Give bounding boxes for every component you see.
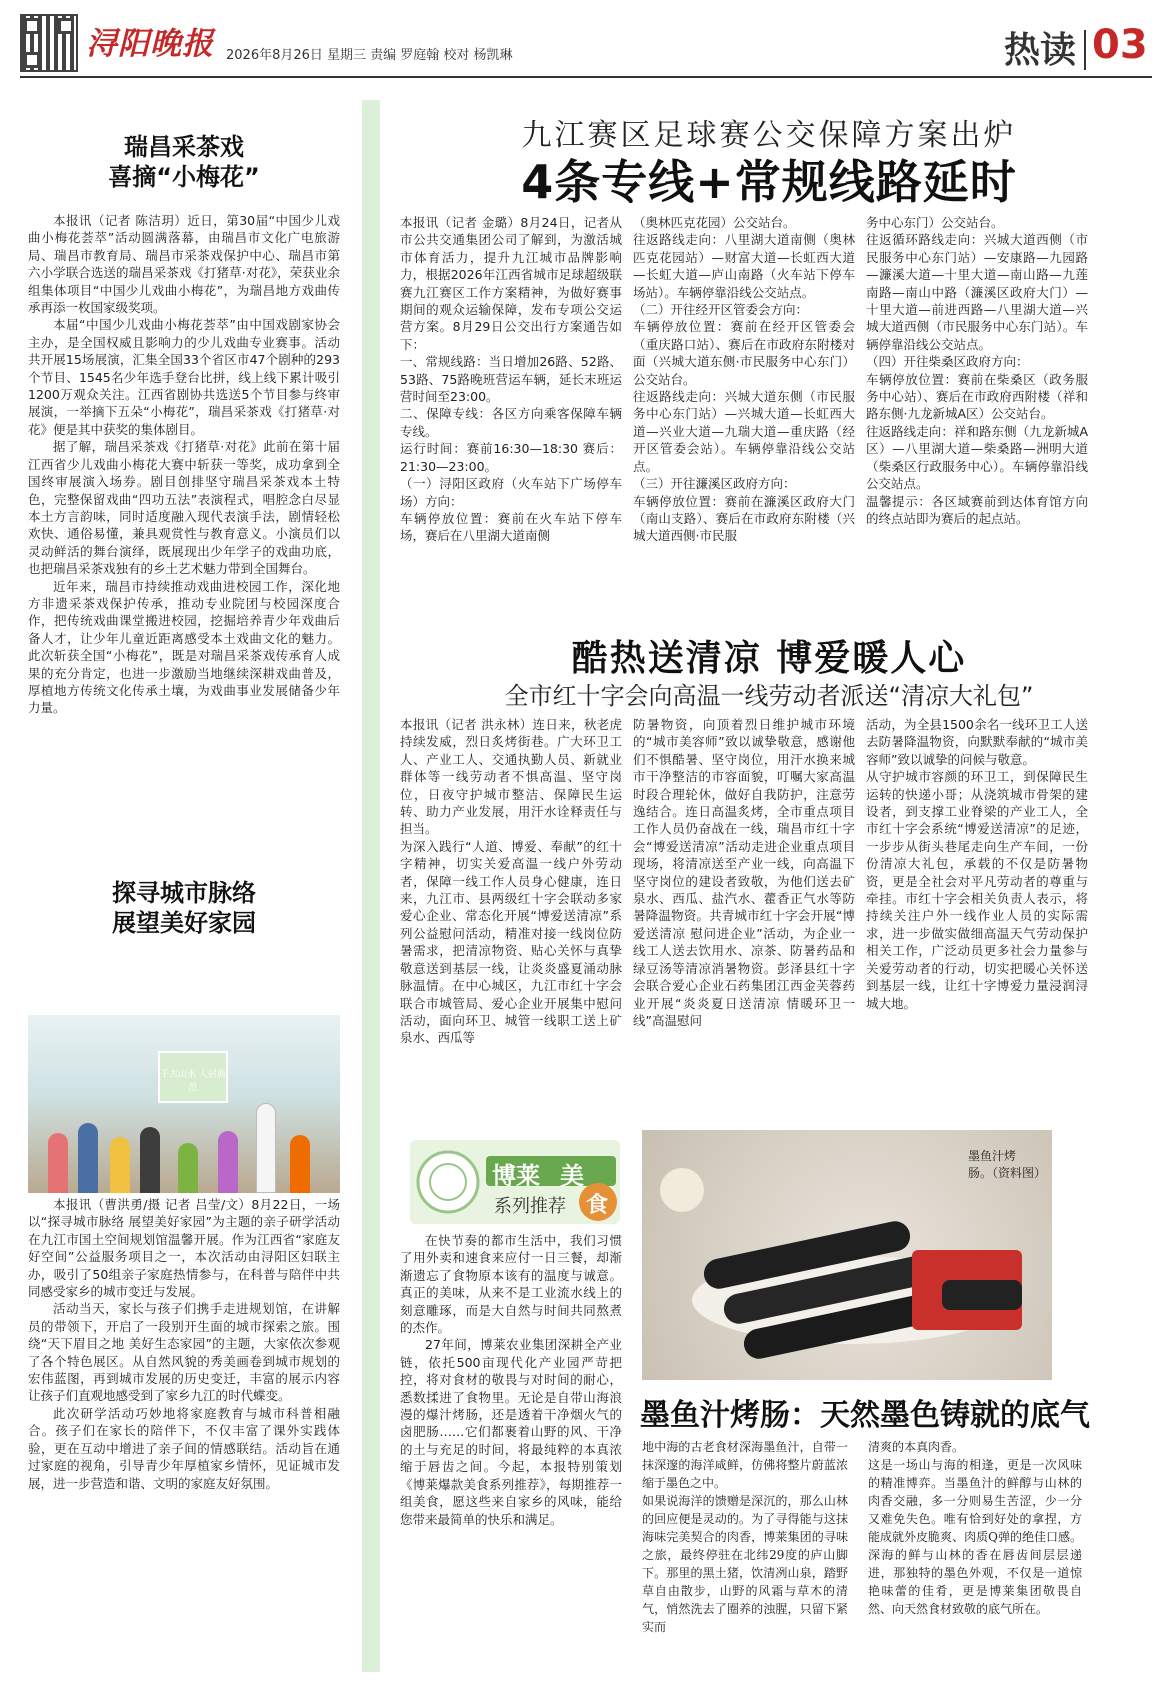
article-column: 清爽的本真肉香。 这是一场山与海的相逢，更是一次风味的精准博弈。当墨鱼汁的鲜醇与山林的肉香交融，多一分则易生苦涩，少一分又难免失色。唯有恰到好处的拿捏，方能成就外皮脆爽、肉质Q弹的绝佳口感。深海的鲜与山林的香在唇齿间层层递进，那独特的墨色外观，不仅是一道惊艳味蕾的佳肴，更是博莱集团敬畏自然、向天然食材致敬的底气所在。 [868, 1440, 1082, 1616]
article-intro [400, 1232, 622, 1528]
caption-line: 肠。（资料图） [968, 1166, 1047, 1180]
article-column: 活动，为全县1500余名一线环卫工人送去防暑降温物资，向默默奉献的“城市美容师”致以诚挚的问候与敬意。 从守护城市容颜的环卫工，到保障民生运转的快递小哥；从浇筑城市骨架的建设者，到支撑工业脊梁的产业工人，全市红十字会系统“博爱送清凉”的足迹，一步步从街头巷尾走向生产车间，一份份清凉大礼包，承载的不仅是防暑物资，更是全社会对平凡劳动者的尊重与牵挂。市红十字会相关负责人表示，将持续关注户外一线作业人员的实际需求，进一步做实做细高温天气劳动保护相关工作，广泛动员更多社会力量参与关爱劳动者的行动，切实把暖心关怀送到基层一线，让红十字博爱力量浸润浔城大地。 [866, 717, 1088, 1011]
page-number: 03 [1092, 22, 1148, 68]
qr-finder [24, 18, 40, 34]
divider [1084, 30, 1086, 70]
article-headline: 4条专线+常规线路延时 [521, 155, 1017, 209]
article-title: 瑞昌采茶戏 [124, 133, 244, 161]
article-title: 展望美好家园 [112, 909, 256, 937]
person [78, 1123, 98, 1193]
paragraph: 本报讯（曹洪勇/摄 记者 吕莹/文）8月22日，一场以“探寻城市脉络 展望美好家园”为主题的亲子研学活动在九江市国土空间规划馆温馨开展。作为江西省“家庭友好空间”公益服务项目之一，本次活动由浔阳区妇联主办，吸引了50组亲子家庭热情参与，在科普与陪伴中共同感受家乡的城市变迁与发展。 [28, 1197, 340, 1300]
photo-caption [968, 1148, 1046, 1182]
qr-finder [24, 52, 40, 68]
paragraph: 27年间，博莱农业集团深耕全产业链，依托500亩现代化产业园严苛把控，将对食材的敬畏与对时间的耐心，悉数揉进了食物里。无论是自带山海浪漫的爆汁烤肠，还是透着干净烟火气的卤肥肠……它们都裹着山野的风、干净的土与充足的时间，将最纯粹的本真浓缩于唇齿之间。今起，本报特别策划《博莱爆款美食系列推荐》，每期推荐一组美食，愿这些来自家乡的风味，能给您带来最简单的快乐和满足。 [400, 1337, 622, 1527]
article-headline: 墨鱼汁烤肠：天然墨色铸就的底气 [640, 1398, 1090, 1433]
person [178, 1143, 198, 1193]
person [218, 1131, 238, 1193]
badge-title: 美 [560, 1162, 584, 1190]
paragraph: 在快节奏的都市生活中，我们习惯了用外卖和速食来应付一日三餐，却渐渐遗忘了食物原本该有的温度与诚意。真正的美味，从来不是工业流水线上的刻意雕琢，而是大自然与时间共同熬煮的杰作。 [400, 1233, 622, 1336]
person [290, 1135, 310, 1193]
person [256, 1103, 276, 1193]
series-badge [410, 1140, 620, 1224]
caption-line: 墨鱼汁烤 [968, 1149, 1017, 1163]
header-rule [20, 76, 1152, 78]
person [110, 1137, 130, 1193]
article-kicker: 九江赛区足球赛公交保障方案出炉 [521, 118, 1017, 153]
column-divider [362, 100, 380, 1672]
article-column: 本报讯（记者 洪永林）连日来，秋老虎持续发威，烈日炙烤街巷。广大环卫工人、产业工人、交通执勤人员、新就业群体等一线劳动者不惧高温、坚守岗位，日夜守护城市整洁、保障民生运转、助力产业发展，用汗水诠释责任与担当。 为深入践行“人道、博爱、奉献”的红十字精神，切实关爱高温一线户外劳动者，保障一线工作人员身心健康，连日来，九江市、县两级红十字会联动多家爱心企业、常态化开展“博爱送清凉”系列公益慰问活动，精准对接一线岗位防暑需求，把清凉物资、贴心关怀与真挚敬意送到基层一线，让炎炎盛夏涌动脉脉温情。在中心城区，九江市红十字会联合市城管局、爱心企业开展集中慰问活动，面向环卫、城管一线职工送上矿泉水、西瓜等 [400, 717, 622, 1046]
article-city-tour [28, 878, 340, 938]
article-title: 喜摘“小梅花” [108, 163, 260, 191]
exhibit-sign: 千古山水 人居典范 [160, 1070, 226, 1093]
article-subheadline: 全市红十字会向高温一线劳动者派送“清凉大礼包” [504, 682, 1034, 710]
badge-title: 博莱 [492, 1162, 540, 1190]
person [140, 1127, 160, 1193]
qr-code [20, 14, 78, 72]
person [48, 1133, 68, 1193]
article-opera [28, 132, 340, 717]
exhibit-screen [158, 1051, 228, 1103]
paragraph: 本届“中国少儿戏曲小梅花荟萃”由中国戏剧家协会主办，是全国权威且影响力的少儿戏曲专业赛事。活动共开展15场展演，汇集全国33个省区市47个剧种的293个节目、1545名少年选手登台比拼，线上线下累计吸引1200万观众关注。江西省剧协共选送5个节目参与终审展演，一举摘下五朵“小梅花”，瑞昌采茶戏《打猪草·对花》便是其中获奖的集体剧目。 [28, 317, 340, 437]
paragraph: 活动当天，家长与孩子们携手走进规划馆，在讲解员的带领下，开启了一段别开生面的城市探索之旅。围绕“天下眉目之地 美好生态家园”的主题，大家依次参观了各个特色展区。从自然风貌的秀美画卷到城市规划的宏伟蓝图，再到城市发展的历史变迁，丰富的展示内容让孩子们直观地感受到了家乡九江的时代蝶变。 [28, 1301, 340, 1404]
article-headline: 酷热送清凉 博爱暖人心 [571, 638, 967, 679]
newspaper-logo: 浔阳晚报 [86, 26, 214, 62]
issue-info: 2026年8月26日 星期三 责编 罗庭翰 校对 杨凯琳 [226, 48, 513, 63]
news-photo [28, 1015, 340, 1193]
article-column: 务中心东门）公交站台。 往返循环路线走向：兴城大道西侧（市民服务中心东门站）—安康路—九园路—濂溪大道—十里大道—南山路—九莲南路—南山中路（濂溪区政府大门）—十里大道—前进西路—八里湖大道—兴城大道西侧（市民服务中心东门站）。车辆停靠沿线公交站点。 （四）开往柴桑区政府方向： 车辆停放位置：赛前在柴桑区（政务服务中心站）、赛后在市政府西附楼（祥和路东侧·九龙新城A区）公交站台。 往返路线走向：祥和路东侧（九龙新城A区）—八里湖大道—柴桑路—洲明大道（柴桑区行政服务中心）。车辆停靠沿线公交站点。 温馨提示：各区域赛前到达体育馆方向的终点站即为赛后的起点站。 [866, 215, 1088, 526]
article-title: 探寻城市脉络 [112, 879, 256, 907]
paragraph: 本报讯（记者 陈洁玥）近日，第30届“中国少儿戏曲小梅花荟萃”活动圆满落幕，由瑞昌市文化广电旅游局、瑞昌市教育局、瑞昌市采茶戏保护中心、瑞昌市第六小学联合选送的瑞昌采茶戏《打猪草·对花》，荣获业余组集体项目“中国少儿戏曲小梅花”，为瑞昌地方戏曲传承再添一枚国家级奖项。 [28, 213, 340, 316]
section-name: 热读 [1004, 29, 1077, 71]
article-body [28, 1196, 340, 1492]
article-column: 本报讯（记者 金璐）8月24日，记者从市公共交通集团公司了解到，为激活城市体育活力，提升九江城市品牌影响力，根据2026年江西省城市足球超级联赛九江赛区工作方案精神，为做好赛事期间的观众运输保障，发布专项公交运营方案。8月29日公交出行方案通告如下： 一、常规线路：当日增加26路、52路、53路、75路晚班营运车辆，延长末班运营时间至23:00。 二、保障专线：各区方向乘客保障车辆专线。 运行时间：赛前16:30—18:30 赛后：21:30—23:00。 （一）浔阳区政府（火车站下广场停车场）方向： 车辆停放位置：赛前在火车站下停车场，赛后在八里湖大道南侧 [400, 215, 622, 544]
qr-finder [58, 18, 74, 34]
article-column: 地中海的古老食材深海墨鱼汁，自带一抹深邃的海洋咸鲜，仿佛将整片蔚蓝浓缩于墨色之中。 如果说海洋的馈赠是深沉的，那么山林的回应便是灵动的。为了寻得能与这抹海味完美契合的肉香，博莱集团的寻味之旅，最终停驻在北纬29度的庐山脚下。那里的黑土猪，饮清冽山泉，踏野草自由散步，山野的风霜与草木的清气，悄然洗去了圈养的浊腥，只留下紧实而 [642, 1440, 848, 1634]
paragraph: 据了解，瑞昌采茶戏《打猪草·对花》此前在第十届江西省少儿戏曲小梅花大赛中斩获一等奖，成功拿到全国终审展演入场券。剧目创排坚守瑞昌采茶戏本土特色，完整保留戏曲“四功五法”表演程式，唱腔念白尽显本土方言韵味，同时适度融入现代表演手法，剧情轻松欢快、通俗易懂，兼具观赏性与教育意义。小演员们以灵动鲜活的舞台演绎，既展现出少年学子的戏曲功底，也把瑞昌采茶戏独有的乡土艺术魅力带到全国舞台。 [28, 439, 340, 577]
badge-title: 食 [586, 1193, 609, 1218]
paragraph: 近年来，瑞昌市持续推动戏曲进校园工作，深化地方非遗采茶戏保护传承，推动专业院团与校园深度合作，把传统戏曲课堂搬进校园，挖掘培养青少年戏曲后备人才，让少年儿童近距离感受本土戏曲文化的魅力。此次斩获全国“小梅花”，既是对瑞昌采茶戏传承育人成果的充分肯定，也进一步激励当地继续深耕戏曲普及，厚植地方传统文化传承土壤，为戏曲事业发展储备少年力量。 [28, 578, 340, 716]
badge-subtitle: 系列推荐 [494, 1196, 566, 1217]
article-column: （奥林匹克花园）公交站台。 往返路线走向：八里湖大道南侧（奥林匹克花园站）—财富大道—长虹西大道—长虹大道—庐山南路（火车站下停车场站）。车辆停靠沿线公交站点。 （二）开往经开区管委会方向： 车辆停放位置：赛前在经开区管委会（重庆路口站）、赛后在市政府东附楼对面（兴城大道东侧·市民服务中心东门）公交站台。 往返路线走向：兴城大道东侧（市民服务中心东门站）—兴城大道—长虹西大道—兴业大道—九瑞大道—重庆路（经开区管委会站）。车辆停靠沿线公交站点。 （三）开往濂溪区政府方向： 车辆停放位置：赛前在濂溪区政府大门（南山支路）、赛后在市政府东附楼（兴城大道西侧·市民服 [633, 215, 855, 544]
article-column: 防暑物资，向顶着烈日维护城市环境的“城市美容师”致以诚挚敬意，感谢他们不惧酷暑、坚守岗位，用汗水换来城市干净整洁的市容面貌，叮嘱大家高温时段合理轮休，做好自我防护，注意劳逸结合。连日高温炙烤，全市重点项目工作人员仍奋战在一线，瑞昌市红十字会“博爱送清凉”活动走进企业重点项目现场，将清凉送至产业一线，向高温下坚守岗位的建设者致敬，为他们送去矿泉水、西瓜、盐汽水、藿香正气水等防暑降温物资。共青城市红十字会开展“博爱送清凉 慰问进企业”活动，为企业一线工人送去饮用水、凉茶、防暑药品和绿豆汤等清凉消暑物资。彭泽县红十字会联合爱心企业石药集团江西金芙蓉药业开展“炎炎夏日送清凉 情暖环卫一线”高温慰问 [633, 717, 855, 1028]
paragraph: 此次研学活动巧妙地将家庭教育与城市科普相融合。孩子们在家长的陪伴下，不仅丰富了课外实践体验，更在互动中增进了亲子间的情感联结。活动旨在通过家庭的视角，引导青少年厚植家乡情怀，见证城市发展，进一步营造和谐、文明的家庭友好氛围。 [28, 1405, 340, 1491]
